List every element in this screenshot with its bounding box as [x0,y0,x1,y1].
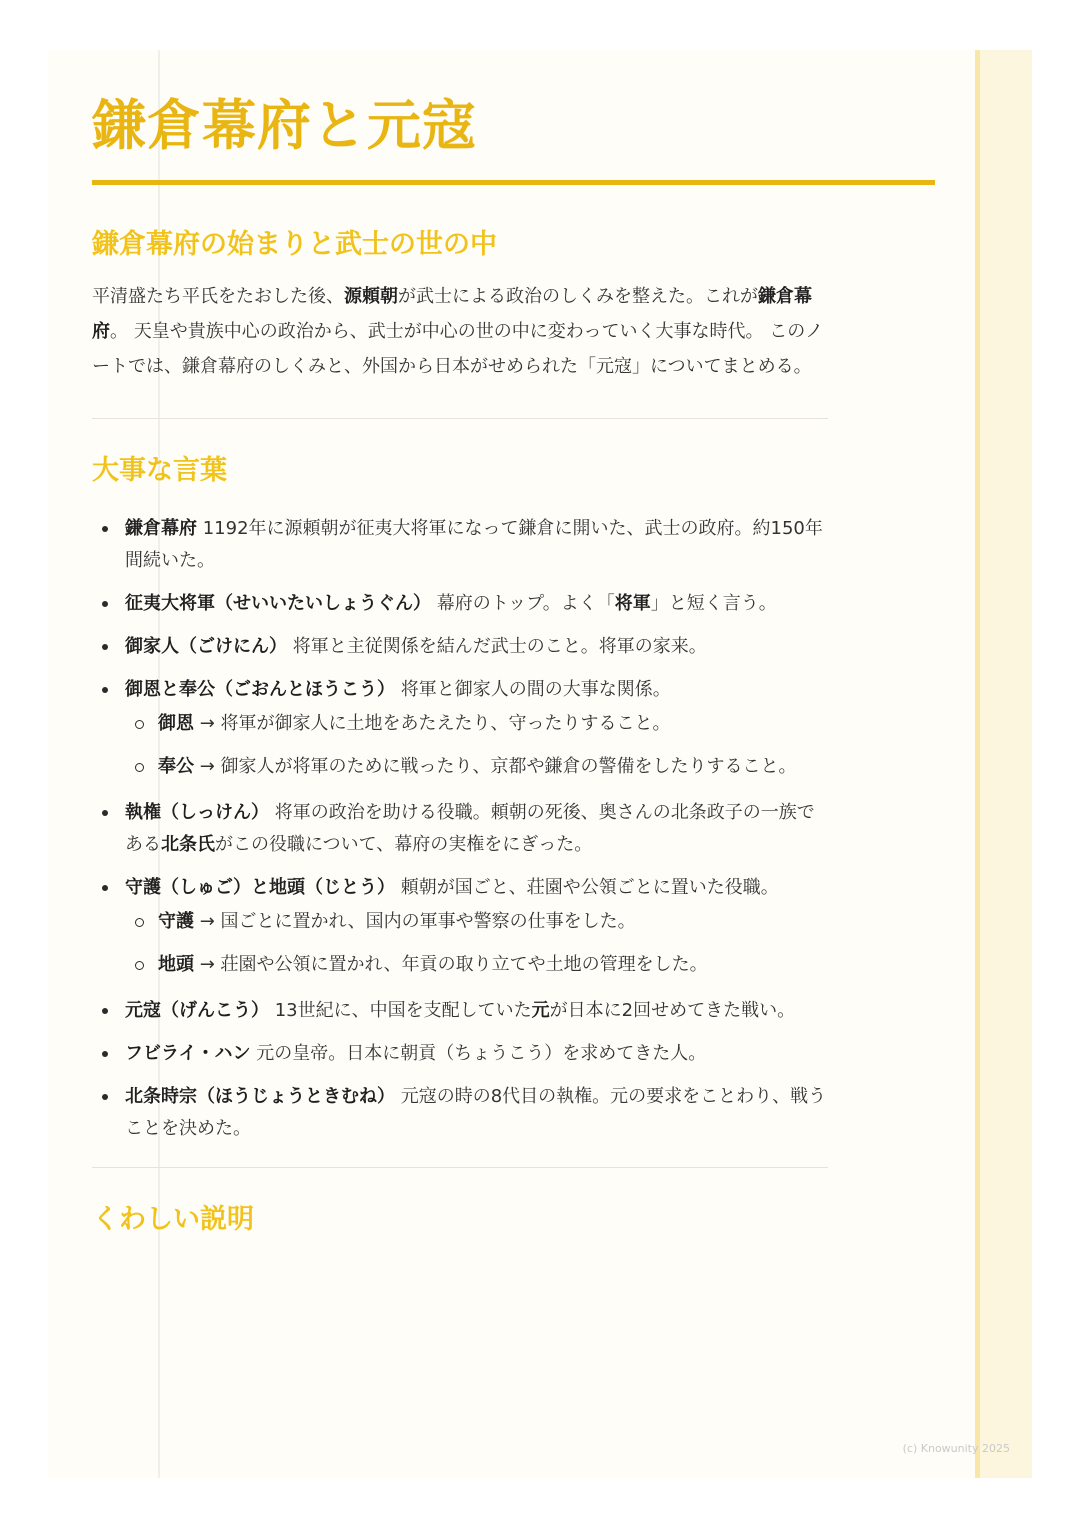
sub-list [125,906,832,981]
keyword-desc: 将軍の政治を助ける役職。頼朝の死後、奥さんの北条政子の一族である [125,802,815,855]
section-heading-origin: 鎌倉幕府の始まりと武士の世の中 [92,229,497,260]
keyword-term: 御恩と奉公（ごおんとほうこう） [125,679,395,700]
right-margin-band [976,50,1032,1478]
section-heading-keywords: 大事な言葉 [92,455,227,486]
keyword-desc: 将軍と御家人の間の大事な関係。 [395,679,671,700]
sub-item [125,751,832,783]
keyword-term: 執権（しっけん） [125,802,269,823]
intro-bold-yoritomo: 源頼朝 [344,286,398,307]
keyword-term: 征夷大将軍（せいいたいしょうぐん） [125,593,431,614]
keyword-item [92,872,832,981]
divider [92,418,828,419]
keyword-desc: 1192年に源頼朝が征夷大将軍になって鎌倉に開いた、武士の政府。約150年間続いた。 [125,518,823,571]
keyword-item [92,588,832,620]
keyword-desc: 将軍と主従関係を結んだ武士のこと。将軍の家来。 [287,636,707,657]
sub-item [125,906,832,938]
keyword-item [92,674,832,783]
copyright-notice: (c) Knowunity 2025 [902,1442,1010,1455]
keyword-item [92,1038,832,1070]
keyword-bold: 元 [531,1000,550,1021]
keyword-item [92,631,832,663]
sub-term: 地頭 [158,954,194,975]
keyword-item [92,797,832,861]
sub-desc: → 国ごとに置かれ、国内の軍事や警察の仕事をした。 [194,911,636,932]
keyword-term: フビライ・ハン [125,1043,251,1064]
sub-term: 御恩 [158,713,194,734]
keyword-desc: が日本に2回せめてきた戦い。 [549,1000,796,1021]
sub-term: 奉公 [158,756,194,777]
notebook-page [48,50,1032,1478]
keyword-item [92,995,832,1027]
keyword-list [92,513,832,1145]
keyword-desc: がこの役職について、幕府の実権をにぎった。 [215,834,593,855]
right-margin-edge [975,50,980,1478]
sub-item [125,949,832,981]
note-content [92,90,832,1240]
keyword-item [92,1081,832,1145]
page-title: 鎌倉幕府と元寇 [92,94,477,157]
keyword-term: 守護（しゅご）と地頭（じとう） [125,877,395,898]
title-underline [92,180,935,185]
keyword-item [92,513,832,577]
sub-desc: → 荘園や公領に置かれ、年貢の取り立てや土地の管理をした。 [194,954,708,975]
keyword-desc: 幕府のトップ。よく「 [431,593,615,614]
keyword-term: 北条時宗（ほうじょうときむね） [125,1086,395,1107]
keyword-desc: 頼朝が国ごと、荘園や公領ごとに置いた役職。 [395,877,779,898]
sub-item [125,708,832,740]
section-heading-details: くわしい説明 [92,1204,254,1235]
keyword-desc: 元寇の時の8代目の執権。元の要求をことわり、戦うことを決めた。 [125,1086,827,1139]
intro-text-2: が武士による政治のしくみを整えた。これが [398,286,758,307]
keyword-desc: 」と短く言う。 [650,593,777,614]
intro-text-1: 平清盛たち平氏をたおした後、 [92,286,344,307]
sub-term: 守護 [158,911,194,932]
sub-list [125,708,832,783]
keyword-bold: 北条氏 [161,834,215,855]
sub-desc: → 御家人が将軍のために戦ったり、京都や鎌倉の警備をしたりすること。 [194,756,797,777]
keyword-desc: 13世紀に、中国を支配していた [269,1000,532,1021]
keyword-bold: 将軍 [614,593,651,614]
intro-text-3: 。 天皇や貴族中心の政治から、武士が中心の世の中に変わっていく大事な時代。 このノートでは、鎌倉幕府のしくみと、外国から日本がせめられた「元寇」についてまとめる。 [92,321,824,377]
sub-desc: → 将軍が御家人に土地をあたえたり、守ったりすること。 [194,713,671,734]
intro-bold-bakufu: 鎌倉幕府 [92,286,812,342]
divider [92,1167,828,1168]
keyword-term: 御家人（ごけにん） [125,636,287,657]
keyword-term: 鎌倉幕府 [125,518,197,539]
keyword-term: 元寇（げんこう） [125,1000,269,1021]
intro-paragraph [92,279,832,384]
keyword-desc: 元の皇帝。日本に朝貢（ちょうこう）を求めてきた人。 [250,1043,707,1064]
